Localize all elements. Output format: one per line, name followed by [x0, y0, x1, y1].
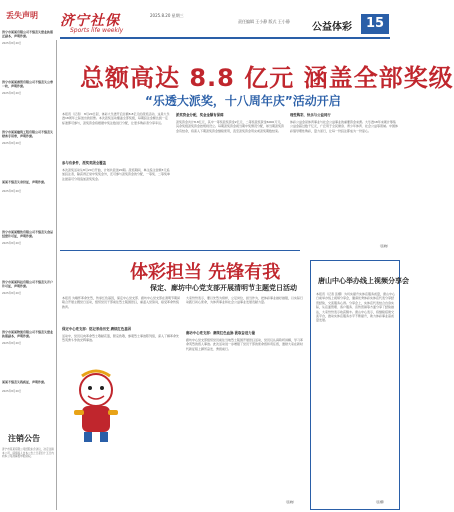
story-2-col-1b: 活动中，党员们向革命烈士敬献花篮，默哀致敬，参观烈士事迹陈列馆，深入了解革命先烈英勇斗争的光辉事迹。	[62, 334, 180, 343]
sidebar-date-1: 2025年8月20日	[2, 42, 22, 45]
sidebar-notice-5: 济宁市某某餐饮有限公司不慎丢失食品经营许可证，声明作废。	[2, 230, 54, 238]
column-divider	[56, 40, 57, 510]
story-1-col-2: 派奖资金共计8.8亿元，其中一等奖派奖资金2亿元，二等奖派奖资金6000万元，其余奖级派奖资金按规则设立。每期派奖资金视当期中奖情况分配，如当期派奖资金有结余，将滚入下期派奖资金继续使用，直至派奖资金用完或派奖期数结束。	[176, 120, 285, 133]
notice-sidebar	[0, 0, 56, 512]
sidebar-title-2: 注销公告	[8, 434, 40, 443]
story-1-col-1: 本报讯（记者） 8月20日起，体彩大乐透开启总额8.8亿元的派奖活动，这是大乐透18周年之际送出的回馈。本次派奖活动覆盖全部奖级，每期投注金额达到一定标准即可参与，派奖资金将根据中奖注数进行分配，让更多购彩者分享幸运。	[62, 112, 170, 125]
story-3-headline: 唐山中心举办线上视频分享会	[318, 277, 409, 285]
story-1-col-3: 体彩公益金是体育事业与社会公益事业的重要资金来源。大乐透18年来累计筹集公益金超过数千亿元，广泛用于全民健身、青少年体育、社会公益等领域。中国体彩倡导理性购彩，量力而行，让每一份投注都成为一份爱心。	[290, 120, 399, 133]
brand-logo: 济宁社保	[60, 13, 120, 29]
story-3-body: 本报讯（记者 张娜）为切实提升实体店服务质量，唐山中心日前举办线上视频分享会，邀请优秀体彩实体店代表分享经营经验，交流服务心得。分享会上，实体店代表结合自身实际，从店面管理、客户服务、宣传营销等方面分享了经验做法，大家纷纷表示收获颇丰。唐山中心表示，将继续搭建交流平台，推动实体店服务水平不断提升，助力体彩事业高质量发展。	[316, 292, 395, 323]
sidebar-date-6: 2025年8月20日	[2, 292, 22, 295]
section-rule	[60, 250, 300, 251]
story-2-headline: 体彩担当 先锋有我	[130, 262, 281, 283]
mascot-illustration	[60, 368, 132, 444]
story-2-col-2: 大家纷纷表示，要以先烈为榜样，立足岗位，担当作为，把体彩事业做好做强，以实际行动践行初心使命，为体育事业和社会公益事业发展贡献力量。	[186, 296, 304, 305]
story-2-subhead: 保定、廊坊中心党支部开展清明节主题党日活动	[150, 284, 297, 292]
sidebar-notice-6: 济宁市某某科技有限公司不慎丢失开户许可证，声明作废。	[2, 280, 54, 288]
story-2-byline: （张晓）	[284, 500, 297, 504]
story-1-col-1b: 本次派奖活动从8月20日开始，计划共派送20期。派奖期间，单注投注金额3元追加投注者，除获得正常中奖奖金外，还可参与派奖资金的分配，一等奖、二等奖单注最高可分别追加派奖奖金。	[62, 168, 171, 181]
sidebar-notice-1: 济宁市某某有限公司不慎丢失营业执照正副本，声明作废。	[2, 30, 54, 38]
sidebar-date-5: 2025年8月20日	[2, 242, 22, 245]
issue-date: 2025.8.20 星期三	[150, 13, 184, 18]
story-3-byline: （张娜）	[374, 500, 387, 504]
story-1-subhead-3: 理性购彩，快乐与公益同行	[290, 113, 331, 117]
story-1-subhead: “乐透大派奖，十八周年庆”活动开启	[145, 94, 341, 108]
sidebar-date-2: 2025年8月20日	[2, 92, 22, 95]
story-2-col-1: 本报讯 为缅怀革命先烈，传承红色基因，保定中心党支部、廊坊中心党支部在清明节期间联合开展主题党日活动，组织党员干部前往烈士陵园祭扫，重温入党誓词，接受革命传统教育。	[62, 296, 180, 309]
sidebar-notice-8: 某某不慎丢失残疾证，声明作废。	[2, 380, 48, 384]
sidebar-date-7: 2025年8月20日	[2, 342, 22, 345]
editor-credit: 责任编辑 王小静 版式 王小静	[238, 19, 290, 24]
story-2-subhead-2: 廊坊中心党支部：赓续红色血脉 汲取奋进力量	[186, 331, 255, 335]
story-2-col-2b: 廊坊中心党支部组织党员前往当地烈士陵园开展祭扫活动，党员们认真聆听讲解，学习革命英烈的感人事迹。此次活动进一步增强了党员干部的使命感和责任感，激励大家在新时代新征程上踔厉奋发、勇毅前行。	[186, 338, 304, 351]
sidebar-date-3: 2025年8月20日	[2, 142, 22, 145]
story-2-subhead-1: 保定中心党支部：铭记革命历史 赓续红色基因	[62, 327, 131, 331]
page-number: 15	[361, 14, 389, 34]
sidebar-notice-3: 济宁市某某建筑工程有限公司不慎丢失财务专用章，声明作废。	[2, 130, 54, 138]
sidebar-title: 丢失声明	[6, 11, 38, 20]
sidebar-notice-2: 济宁市某某商贸有限公司不慎丢失公章一枚，声明作废。	[2, 80, 54, 88]
brand-tagline: Sports life weekly	[70, 27, 124, 34]
sidebar-date-4: 2025年8月20日	[2, 190, 22, 193]
story-1-headline: 总额高达 8.8 亿元 涵盖全部奖级	[80, 64, 454, 92]
sidebar-notice-text: 济宁市某某有限公司经股东会决议，决定注销本公司，请债权人自本公告之日起四十五日内向本公司清算组申报债权。	[2, 448, 54, 459]
section-title: 公益体彩	[312, 22, 352, 33]
story-1-byline: （张晓）	[378, 244, 391, 248]
sidebar-date-8: 2025年8月20日	[2, 390, 22, 393]
header-rule	[60, 37, 390, 39]
sidebar-notice-7: 济宁市某某物流有限公司不慎丢失营业执照副本，声明作废。	[2, 330, 54, 338]
story-1-subhead-1: 参与有条件，派奖奖级全覆盖	[62, 161, 107, 165]
sidebar-notice-4: 某某不慎丢失身份证，声明作废。	[2, 180, 48, 184]
story-1-subhead-2: 派奖资金分配，奖金金额有保障	[176, 113, 224, 117]
